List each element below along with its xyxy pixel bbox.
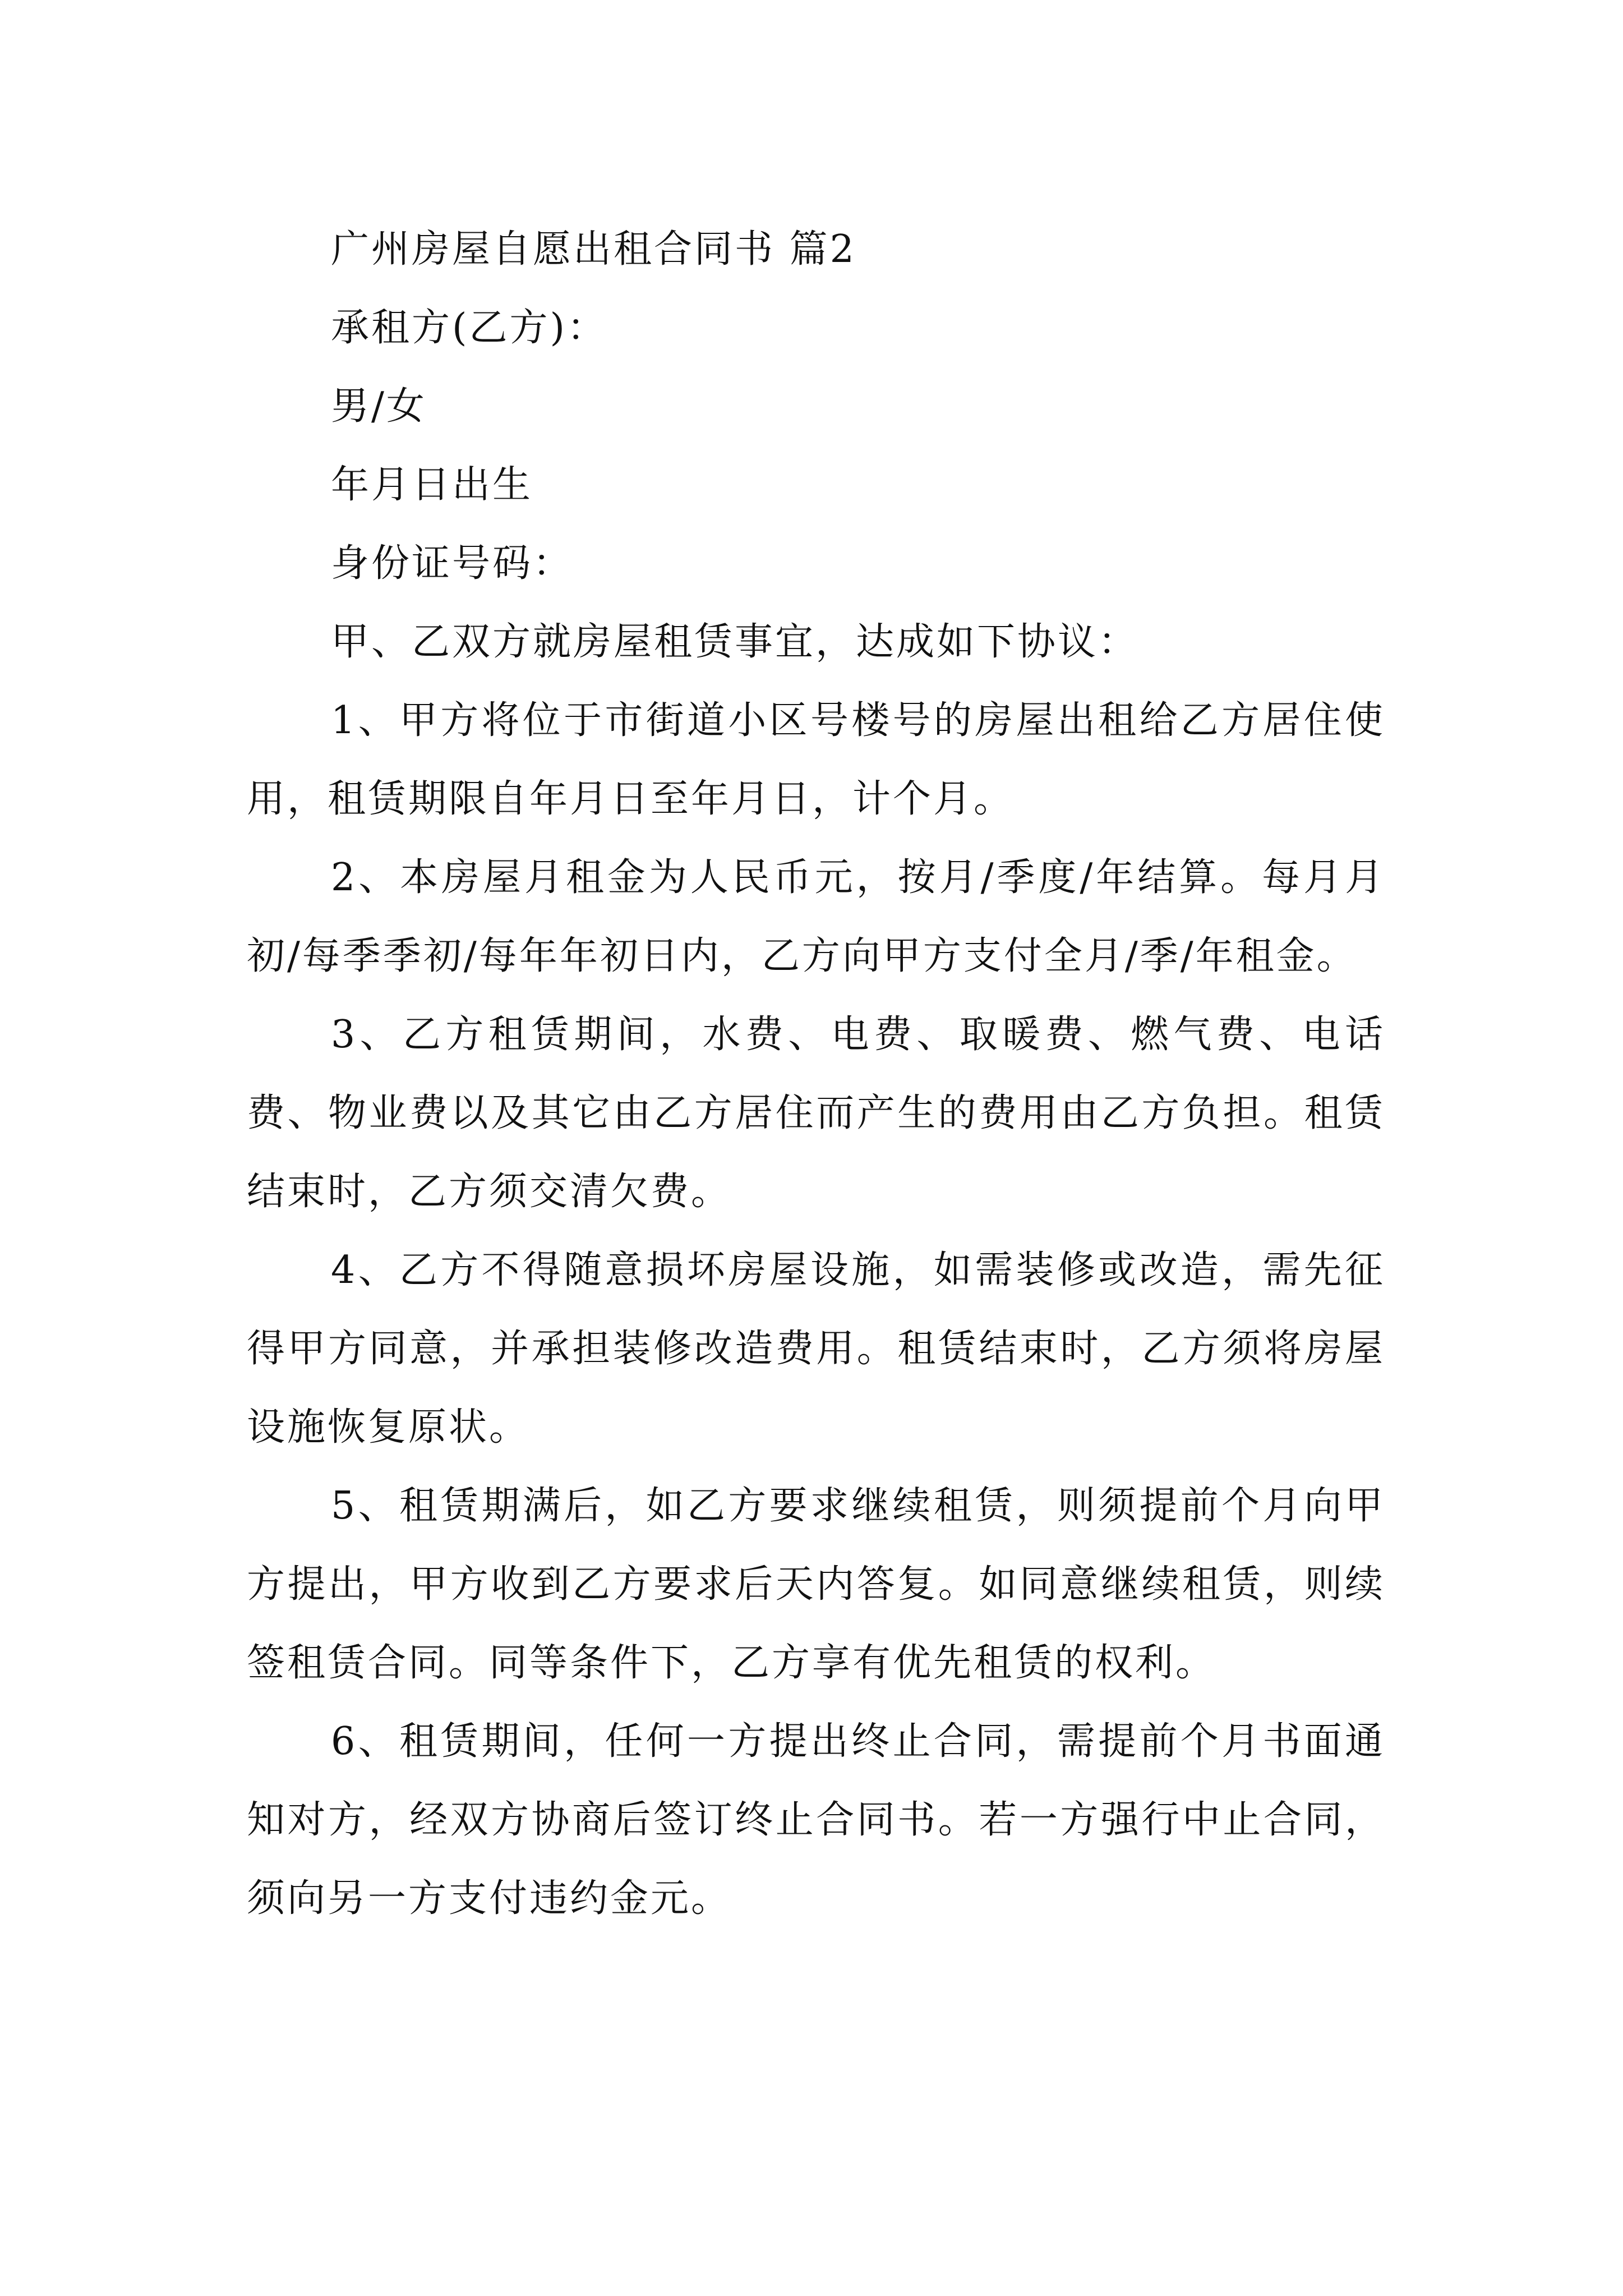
clause-2: 2、本房屋月租金为人民币元，按月/季度/年结算。每月月初/每季季初/每年年初日内，乙方向甲方支付全月/季/年租金。 [247, 855, 1385, 978]
clause-4: 4、乙方不得随意损坏房屋设施，如需装修或改造，需先征得甲方同意，并承担装修改造费用。租赁结束时，乙方须将房屋设施恢复原状。 [247, 1248, 1385, 1450]
clause-5: 5、租赁期满后，如乙方要求继续租赁，则须提前个月向甲方提出，甲方收到乙方要求后天内答复。如同意继续租赁，则续签租赁合同。同等条件下，乙方享有优先租赁的权利。 [247, 1484, 1385, 1685]
clause-6: 6、租赁期间，任何一方提出终止合同，需提前个月书面通知对方，经双方协商后签订终止合同书。若一方强行中止合同，须向另一方支付违约金元。 [247, 1719, 1385, 1921]
gender-field: 男/女 [331, 384, 427, 429]
document-body [247, 210, 1385, 1938]
clause-1: 1、甲方将位于市街道小区号楼号的房屋出租给乙方居住使用，租赁期限自年月日至年月日，计个月。 [247, 698, 1385, 821]
id-number-field: 身份证号码： [331, 541, 574, 586]
document-title: 广州房屋自愿出租合同书 篇2 [331, 227, 856, 272]
agreement-intro: 甲、乙双方就房屋租赁事宜，达成如下协议： [331, 620, 1139, 664]
clause-3: 3、乙方租赁期间，水费、电费、取暖费、燃气费、电话费、物业费以及其它由乙方居住而产生的费用由乙方负担。租赁结束时，乙方须交清欠费。 [247, 1013, 1385, 1214]
tenant-label: 承租方(乙方)： [331, 306, 608, 350]
birth-date-field: 年月日出生 [331, 463, 533, 507]
